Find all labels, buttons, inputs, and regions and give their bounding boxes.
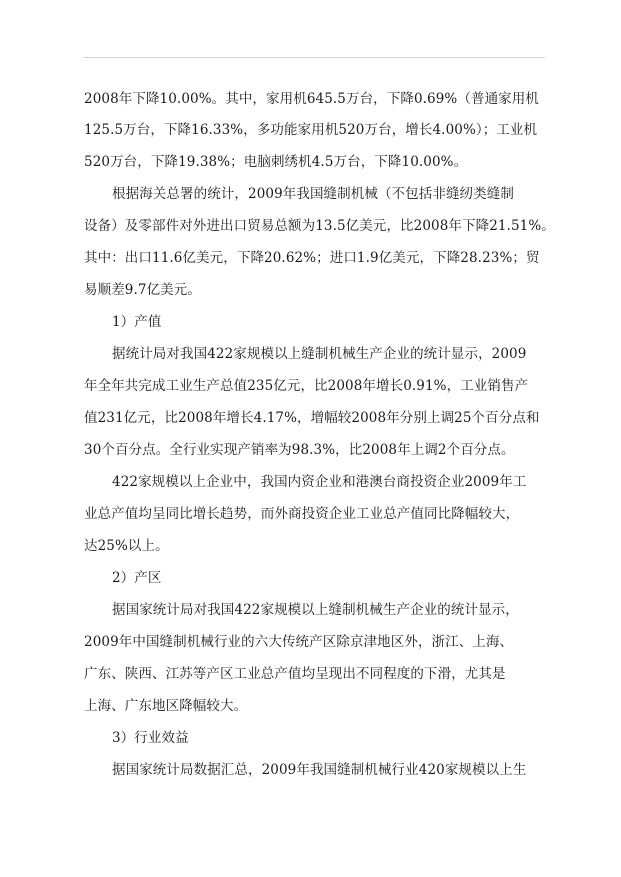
text-line: 设备）及零部件对外进出口贸易总额为13.5亿美元，比2008年下降21.51%。: [84, 218, 555, 234]
text-line: 广东、陕西、江苏等产区工业总产值均呈现出不同程度的下滑，尤其是: [84, 666, 506, 682]
text-line: 据国家统计局数据汇总，2009年我国缝制机械行业420家规模以上生: [112, 762, 527, 778]
text-line: 业总产值均呈同比增长趋势，而外商投资企业工业总产值同比降幅较大，: [84, 506, 520, 522]
text-line: 值231亿元，比2008年增长4.17%，增幅较2008年分别上调25个百分点和: [84, 410, 540, 426]
text-line: 30个百分点。全行业实现产销率为98.3%，比2008年上调2个百分点。: [84, 442, 515, 458]
section-heading: 2）产区: [112, 570, 162, 586]
text-line: 2009年中国缝制机械行业的六大传统产区除京津地区外，浙江、上海、: [84, 634, 514, 650]
text-line: 据统计局对我国422家规模以上缝制机械生产企业的统计显示，2009: [112, 346, 527, 362]
text-line: 2008年下降10.00%。其中，家用机645.5万台，下降0.69%（普通家用机: [84, 91, 539, 107]
text-line: 上海、广东地区降幅较大。: [84, 698, 248, 714]
text-line: 其中：出口11.6亿美元，下降20.62%；进口1.9亿美元，下降28.23%；贸: [84, 250, 540, 266]
text-line: 据国家统计局对我国422家规模以上缝制机械生产企业的统计显示，: [112, 602, 519, 618]
text-line: 达25%以上。: [84, 538, 169, 554]
text-line: 520万台，下降19.38%；电脑刺绣机4.5万台，下降10.00%。: [84, 154, 468, 170]
text-line: 125.5万台，下降16.33%，多功能家用机520万台，增长4.00%）；工业机: [84, 122, 538, 138]
text-line: 422家规模以上企业中，我国内资企业和港澳台商投资企业2009年工: [112, 474, 527, 490]
text-line: 年全年共完成工业生产总值235亿元，比2008年增长0.91%，工业销售产: [84, 378, 529, 394]
header-rule: [83, 57, 545, 58]
section-heading: 3）行业效益: [112, 730, 189, 746]
text-line: 易顺差9.7亿美元。: [84, 282, 201, 298]
text-line: 根据海关总署的统计，2009年我国缝制机械（不包括非缝纫类缝制: [112, 186, 514, 202]
section-heading: 1）产值: [112, 314, 162, 330]
